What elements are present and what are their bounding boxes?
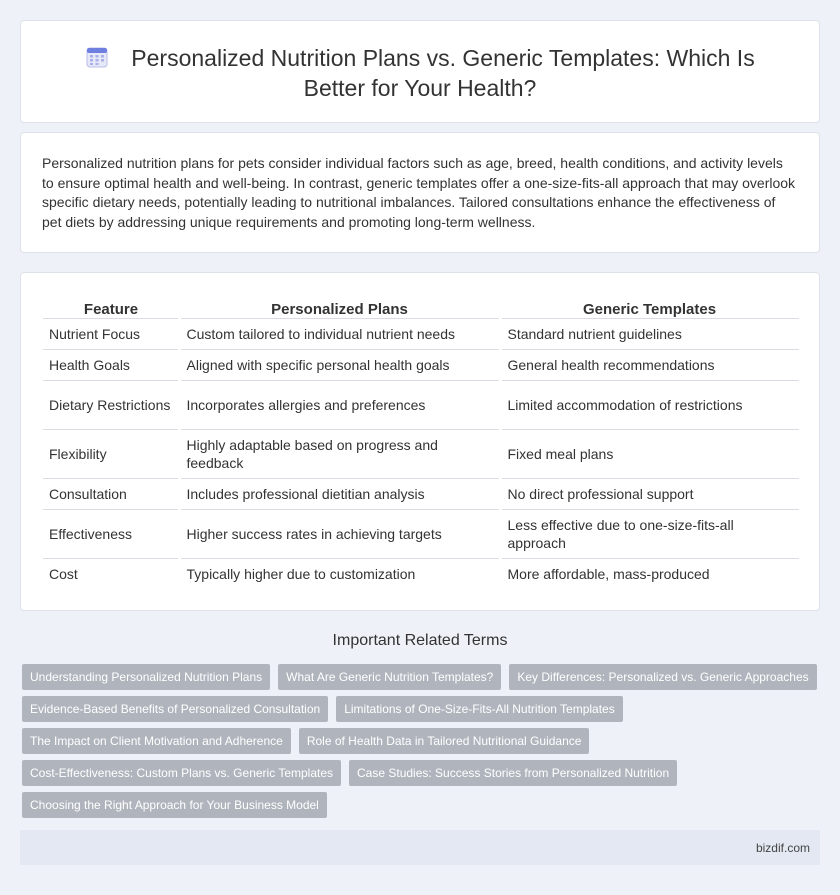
table-row [43, 509, 799, 558]
generic-cell: General health recommendations [500, 349, 799, 380]
footer-site-link[interactable]: bizdif.com [755, 841, 810, 855]
feature-cell: Effectiveness [43, 509, 179, 558]
footer [20, 830, 820, 865]
header-personalized: Personalized Plans [271, 300, 408, 318]
table-row [43, 429, 799, 478]
related-term-tag[interactable]: The Impact on Client Motivation and Adherence [22, 728, 291, 754]
related-term-tag[interactable]: Evidence-Based Benefits of Personalized Consultation [22, 696, 328, 722]
tag-row [22, 728, 818, 754]
related-term-tag[interactable]: Cost-Effectiveness: Custom Plans vs. Generic Templates [22, 760, 341, 786]
intro-paragraph: Personalized nutrition plans for pets consider individual factors such as age, breed, health conditions, and activity levels to ensure optimal health and well-being. In contrast, generic templates offer a one-size-fits-all approach that may overlook specific dietary needs, potentially leading to nutritional imbalances. Tailored consultations enhance the effectiveness of pet diets by addressing unique requirements and promoting long-term wellness. [42, 155, 796, 230]
tag-row [22, 792, 818, 818]
feature-cell: Flexibility [43, 429, 179, 478]
related-term-tag[interactable]: Understanding Personalized Nutrition Plans [22, 664, 270, 690]
related-term-tag[interactable]: Limitations of One-Size-Fits-All Nutrition Templates [336, 696, 623, 722]
related-term-tag[interactable]: What Are Generic Nutrition Templates? [278, 664, 501, 690]
tag-row [22, 760, 818, 786]
feature-cell: Health Goals [43, 349, 179, 380]
feature-cell: Nutrient Focus [43, 318, 179, 349]
tag-row [22, 664, 818, 690]
related-term-tag[interactable]: Role of Health Data in Tailored Nutritional Guidance [299, 728, 590, 754]
personalized-cell: Higher success rates in achieving targets [179, 509, 500, 558]
generic-cell: No direct professional support [500, 478, 799, 509]
table-header-row [43, 296, 799, 318]
personalized-cell: Includes professional dietitian analysis [179, 478, 500, 509]
generic-cell: Limited accommodation of restrictions [500, 380, 799, 429]
header-feature: Feature [83, 300, 139, 318]
feature-cell: Consultation [43, 478, 179, 509]
header-generic: Generic Templates [582, 300, 717, 318]
related-terms-title: Important Related Terms [332, 632, 508, 649]
personalized-cell: Custom tailored to individual nutrient needs [179, 318, 500, 349]
table-row [43, 478, 799, 509]
generic-cell: Fixed meal plans [500, 429, 799, 478]
personalized-cell: Aligned with specific personal health goals [179, 349, 500, 380]
comparison-card [20, 272, 820, 611]
comparison-table [43, 296, 799, 589]
feature-cell: Cost [43, 558, 179, 589]
table-row [43, 558, 799, 589]
table-row [43, 349, 799, 380]
related-term-tag[interactable]: Key Differences: Personalized vs. Generic Approaches [509, 664, 816, 690]
tag-row [22, 696, 818, 722]
generic-cell: More affordable, mass-produced [500, 558, 799, 589]
page-title: Personalized Nutrition Plans vs. Generic Templates: Which Is Better for Your Health? [131, 45, 755, 101]
related-term-tag[interactable]: Case Studies: Success Stories from Personalized Nutrition [349, 760, 677, 786]
page-title-row [21, 43, 819, 103]
generic-cell: Less effective due to one-size-fits-all approach [500, 509, 799, 558]
related-term-tag[interactable]: Choosing the Right Approach for Your Business Model [22, 792, 327, 818]
personalized-cell: Incorporates allergies and preferences [179, 380, 500, 429]
feature-cell: Dietary Restrictions [43, 380, 179, 429]
intro-card [20, 132, 820, 253]
generic-cell: Standard nutrient guidelines [500, 318, 799, 349]
calendar-icon [85, 45, 109, 69]
personalized-cell: Highly adaptable based on progress and feedback [179, 429, 500, 478]
related-terms-list [22, 664, 818, 824]
personalized-cell: Typically higher due to customization [179, 558, 500, 589]
table-row [43, 318, 799, 349]
table-row [43, 380, 799, 429]
header-card [20, 20, 820, 123]
